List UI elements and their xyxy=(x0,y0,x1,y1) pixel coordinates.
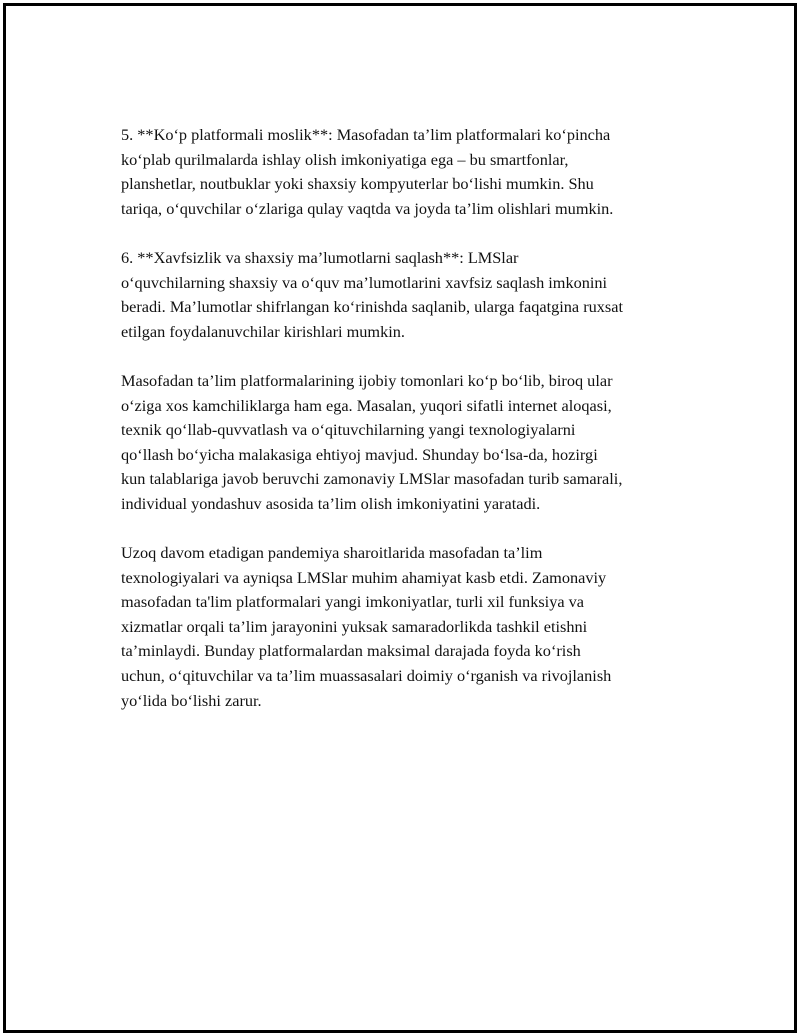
page-border xyxy=(3,3,797,1033)
text-line: Uzoq davom etadigan pandemiya sharoitlarida masofadan ta’lim xyxy=(121,543,543,563)
text-line: 5. **Ko‘p platformali moslik**: Masofadan ta’lim platformalari ko‘pincha xyxy=(121,125,611,144)
text-line: xizmatlar orqali ta’lim jarayonini yuksak samaradorlikda tashkil etishni xyxy=(121,616,588,636)
paragraph-advantages xyxy=(121,369,701,517)
text-line: 6. **Xavfsizlik va shaxsiy ma’lumotlarni saqlash**: LMSlar xyxy=(121,247,519,267)
text-line: beradi. Ma’lumotlar shifrlangan ko‘rinishda saqlanib, ularga faqatgina ruxsat xyxy=(121,297,623,317)
text-line: o‘ziga xos kamchiliklarga ham ega. Masalan, yuqori sifatli internet aloqasi, xyxy=(121,395,612,415)
paragraph-security xyxy=(121,246,701,344)
text-line: ta’minlaydi. Bunday platformalardan maksimal darajada foyda ko‘rish xyxy=(121,641,581,661)
document-body xyxy=(121,123,701,738)
text-line: texnik qo‘llab-quvvatlash va o‘qituvchilarning yangi texnologiyalarni xyxy=(121,420,576,440)
text-line: planshetlar, noutbuklar yoki shaxsiy kompyuterlar bo‘lishi mumkin. Shu xyxy=(121,174,594,194)
text-line: masofadan ta'lim platformalari yangi imkoniyatlar, turli xil funksiya va xyxy=(121,592,585,612)
text-line: tariqa, o‘quvchilar o‘zlariga qulay vaqtda va joyda ta’lim olishlari mumkin. xyxy=(121,198,614,218)
text-line: kun talablariga javob beruvchi zamonaviy LMSlar masofadan turib samarali, xyxy=(121,469,623,489)
text-line: ko‘plab qurilmalarda ishlay olish imkoniyatiga ega – bu smartfonlar, xyxy=(121,149,569,169)
text-line: Masofadan ta’lim platformalarining ijobiy tomonlari ko‘p bo‘lib, biroq ular xyxy=(121,370,613,390)
text-line: texnologiyalari va ayniqsa LMSlar muhim ahamiyat kasb etdi. Zamonaviy xyxy=(121,567,607,587)
paragraph-multiplatform xyxy=(121,123,701,221)
text-line: o‘quvchilarning shaxsiy va o‘quv ma’lumotlarini xavfsiz saqlash imkonini xyxy=(121,272,608,292)
text-line: etilgan foydalanuvchilar kirishlari mumkin. xyxy=(121,321,405,341)
text-line: uchun, o‘qituvchilar va ta’lim muassasalari doimiy o‘rganish va rivojlanish xyxy=(121,666,612,686)
text-line: yo‘lida bo‘lishi zarur. xyxy=(121,690,262,710)
text-line: individual yondashuv asosida ta’lim olish imkoniyatini yaratadi. xyxy=(121,493,541,513)
text-line: qo‘llash bo‘yicha malakasiga ehtiyoj mavjud. Shunday bo‘lsa-da, hozirgi xyxy=(121,444,598,464)
paragraph-pandemic xyxy=(121,541,701,713)
